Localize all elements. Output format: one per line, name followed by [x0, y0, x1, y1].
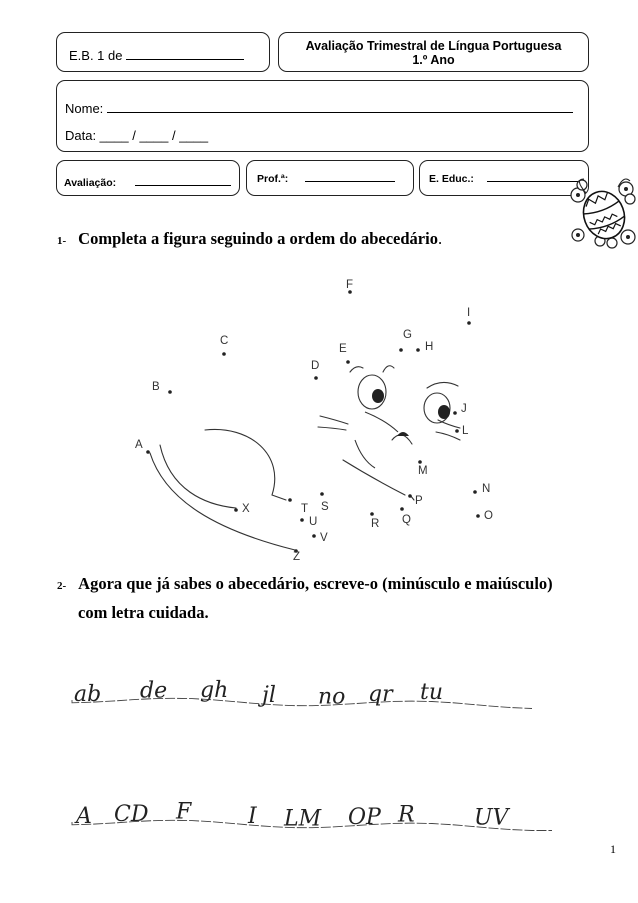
title-line2: 1.º Ano: [412, 53, 455, 67]
dot-label-d: D: [311, 360, 320, 372]
school-label: E.B. 1 de: [69, 48, 123, 63]
lower-row-group: gh: [200, 678, 229, 703]
lower-row-group: jl: [262, 683, 276, 708]
lower-row-group: ab: [74, 681, 102, 707]
educator-label: E. Educ.:: [429, 173, 474, 185]
title-line1: Avaliação Trimestral de Língua Portuguesa: [305, 39, 562, 53]
page-number: 1: [610, 842, 616, 856]
question-2-line2: com letra cuidada.: [78, 603, 209, 622]
dot-label-j: J: [461, 403, 467, 415]
upper-row-group: LM: [284, 806, 322, 832]
dot-label-a: A: [135, 439, 143, 451]
lower-row-group: de: [140, 678, 168, 704]
question-2-number: 2-: [57, 580, 67, 592]
lower-row-group: qr: [368, 681, 393, 707]
evaluation-label: Avaliação:: [64, 177, 117, 189]
upper-row-group: I: [248, 803, 257, 829]
date-label: Data: ____ / ____ / ____: [65, 128, 209, 143]
name-label: Nome:: [65, 101, 104, 116]
dot-label-e: E: [339, 343, 347, 355]
dot-label-r: R: [371, 518, 380, 530]
uppercase-row[interactable]: [72, 799, 552, 831]
dot-label-v: V: [320, 532, 328, 544]
question-2-text-line1: Agora que já sabes o abecedário, escreve-o (minúsculo e maiúsculo): [78, 574, 553, 593]
lower-row-group: tu: [420, 680, 444, 706]
dot-label-m: M: [418, 465, 428, 477]
dot-label-b: B: [152, 381, 160, 393]
teacher-label: Prof.ª:: [257, 173, 289, 185]
dot-label-x: X: [242, 503, 250, 515]
dot-label-t: T: [301, 503, 309, 515]
lower-row-group: no: [318, 684, 346, 710]
dot-label-f: F: [346, 279, 354, 291]
dot-label-g: G: [403, 329, 412, 341]
dot-label-n: N: [482, 483, 491, 495]
question-1-period: .: [437, 229, 443, 248]
dot-label-i: I: [467, 307, 471, 319]
lowercase-row[interactable]: [72, 678, 532, 710]
upper-row-group: UV: [474, 805, 509, 831]
upper-row-group: A: [76, 803, 92, 829]
upper-row-group: OP: [348, 805, 381, 831]
dot-label-z: Z: [293, 551, 301, 563]
dot-label-c: C: [220, 335, 229, 347]
upper-row-group: F: [176, 799, 192, 825]
dot-label-o: O: [484, 510, 493, 522]
upper-row-group: R: [398, 802, 415, 828]
dot-label-q: Q: [402, 514, 411, 526]
dot-label-u: U: [309, 516, 318, 528]
upper-row-group: CD: [114, 801, 149, 827]
dot-label-s: S: [321, 501, 329, 513]
dot-label-h: H: [425, 341, 434, 353]
question-1-number: 1-: [57, 235, 67, 247]
dot-label-p: P: [415, 495, 423, 507]
question-1-text: Completa a figura seguindo a ordem do abecedário: [78, 229, 438, 248]
dot-label-l: L: [462, 425, 469, 437]
